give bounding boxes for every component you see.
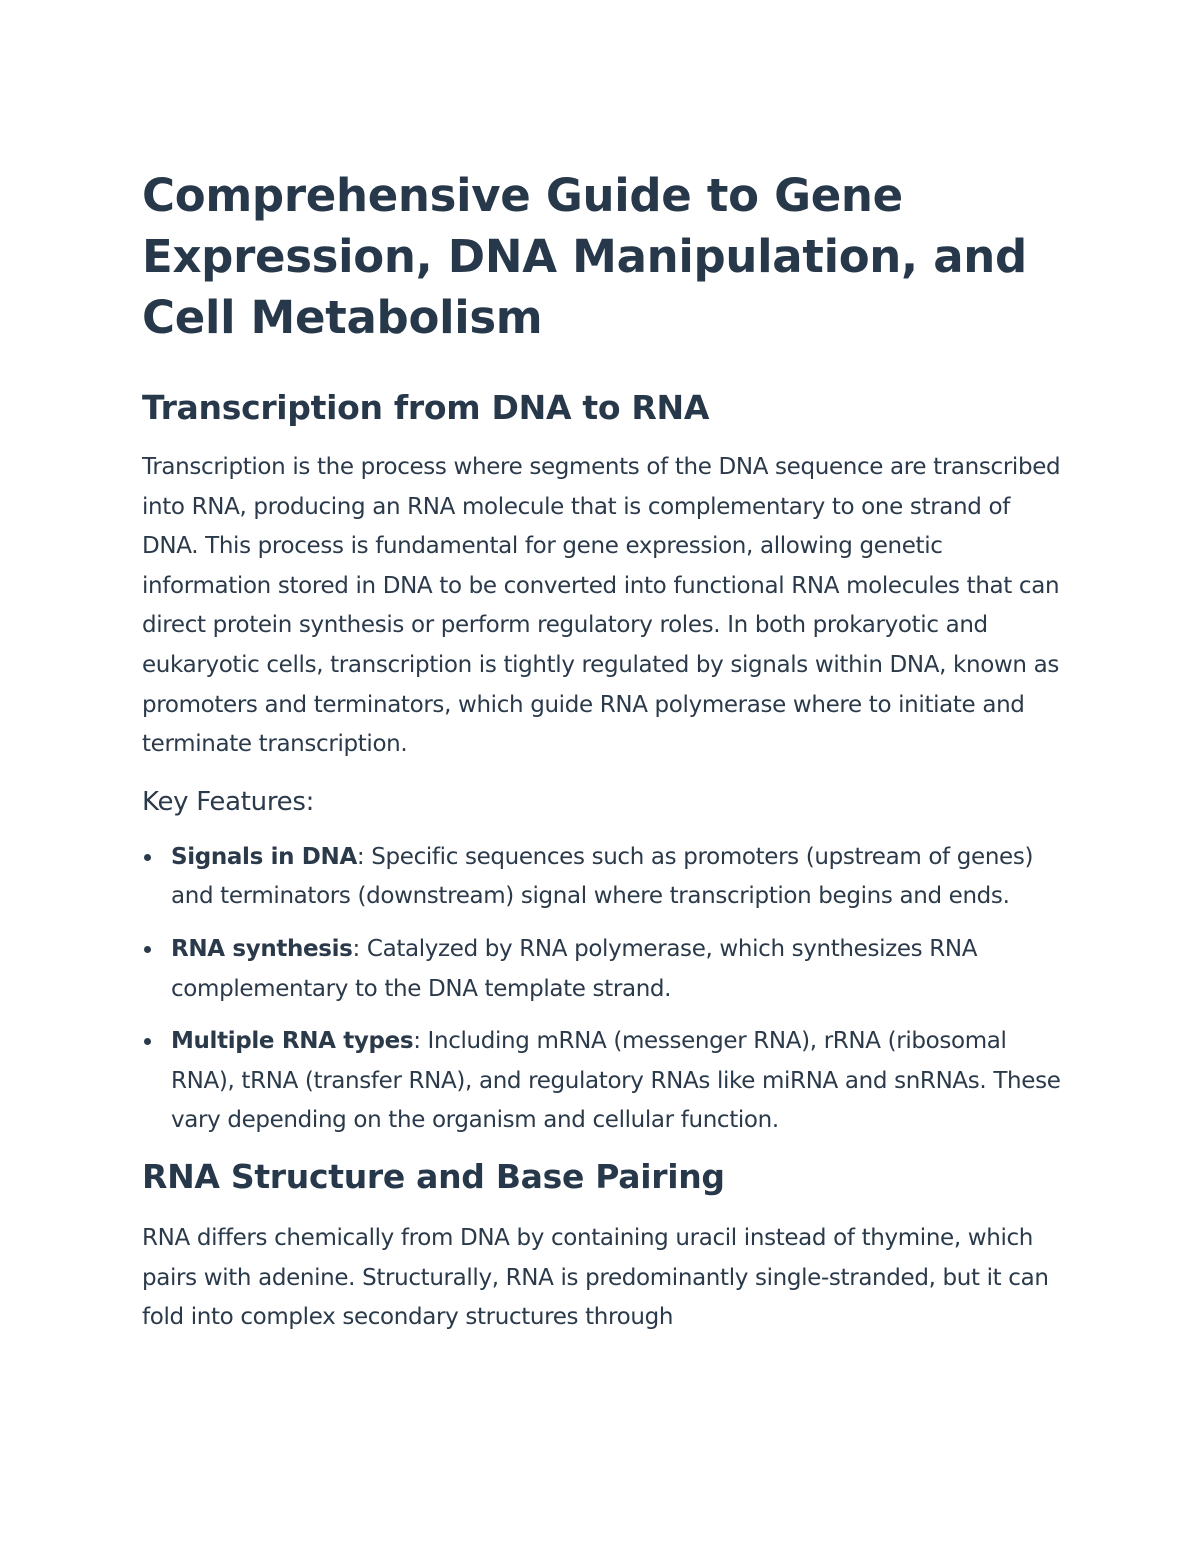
list-item bbox=[142, 838, 1062, 917]
feature-term: Signals in DNA bbox=[171, 843, 357, 870]
list-item bbox=[142, 930, 1062, 1009]
key-features-list bbox=[142, 838, 1062, 1141]
document-page bbox=[142, 165, 1062, 1338]
bullet-icon bbox=[144, 946, 151, 953]
key-features-label: Key Features: bbox=[142, 786, 315, 817]
bullet-icon bbox=[144, 854, 151, 861]
section-heading-transcription: Transcription from DNA to RNA bbox=[142, 388, 710, 427]
feature-description: : Catalyzed by RNA polymerase, which synthesizes RNA complementary to the DNA template strand. bbox=[171, 935, 978, 1002]
feature-description: : Including mRNA (messenger RNA), rRNA (ribosomal RNA), tRNA (transfer RNA), and regulatory RNAs like miRNA and snRNAs. These vary depending on the organism and cellular function. bbox=[171, 1028, 1061, 1134]
rna-structure-paragraph: RNA differs chemically from DNA by containing uracil instead of thymine, which pairs with adenine. Structurally, RNA is predominantly single-stranded, but it can fold into complex secondary structures through bbox=[142, 1224, 1049, 1331]
feature-term: RNA synthesis bbox=[171, 935, 353, 962]
document-title: Comprehensive Guide to Gene Expression, DNA Manipulation, and Cell Metabolism bbox=[142, 169, 1027, 344]
section-heading-rna-structure: RNA Structure and Base Pairing bbox=[142, 1156, 725, 1196]
bullet-icon bbox=[144, 1038, 151, 1045]
feature-description: : Specific sequences such as promoters (upstream of genes) and terminators (downstream) signal where transcription begins and ends. bbox=[171, 843, 1034, 910]
feature-term: Multiple RNA types bbox=[171, 1028, 414, 1055]
transcription-paragraph: Transcription is the process where segments of the DNA sequence are transcribed into RNA, producing an RNA molecule that is complementary to one strand of DNA. This process is fundamental for gene expression, allowing genetic information stored in DNA to be converted into functional RNA molecules that can direct protein synthesis or perform regulatory roles. In both prokaryotic and eukaryotic cells, transcription is tightly regulated by signals within DNA, known as promoters and terminators, which guide RNA polymerase where to initiate and terminate transcription. bbox=[142, 454, 1061, 758]
list-item bbox=[142, 1022, 1062, 1141]
